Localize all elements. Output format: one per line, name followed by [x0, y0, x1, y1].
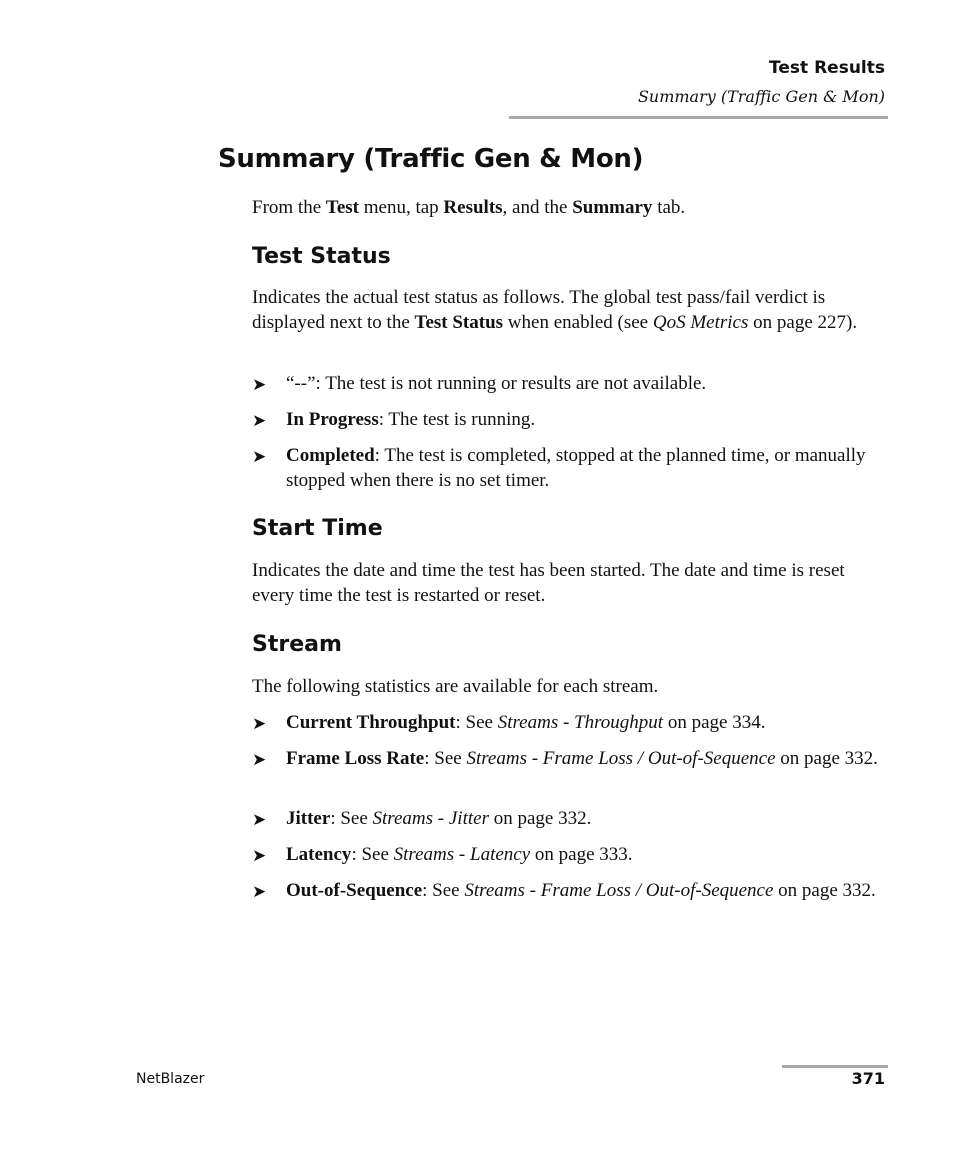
section-heading-stream: Stream: [252, 632, 342, 657]
bullet-text: on page 332.: [773, 880, 876, 901]
intro-bold-test: Test: [325, 197, 359, 218]
test-status-text-2: when enabled (see: [503, 312, 653, 333]
bullet-term: Jitter: [286, 808, 331, 829]
bullet-term: Completed: [286, 445, 375, 466]
arrow-bullet-icon: ➤: [252, 750, 267, 770]
page-title: Summary (Traffic Gen & Mon): [218, 144, 644, 174]
bullet-xref: Streams - Frame Loss / Out-of-Sequence: [466, 748, 776, 769]
intro-text-3: , and the: [502, 197, 573, 218]
stream-paragraph: The following statistics are available for each stream.: [252, 676, 659, 697]
footer-product-name: NetBlazer: [136, 1071, 205, 1087]
arrow-bullet-icon: ➤: [252, 714, 267, 734]
bullet-text: : See: [351, 844, 394, 865]
intro-paragraph: [252, 195, 884, 220]
bullet-term: Frame Loss Rate: [286, 748, 425, 769]
bullet-term: In Progress: [286, 409, 379, 430]
section-heading-start-time: Start Time: [252, 516, 383, 541]
bullet-xref: Streams - Throughput: [497, 712, 664, 733]
list-item: [252, 710, 884, 735]
arrow-bullet-icon: ➤: [252, 810, 267, 830]
list-item: [252, 806, 884, 831]
bullet-text: : See: [424, 748, 467, 769]
bullet-text: : See: [330, 808, 373, 829]
list-item: [252, 443, 884, 493]
test-status-text-3: on page 227).: [748, 312, 858, 333]
intro-bold-summary: Summary: [572, 197, 653, 218]
start-time-paragraph: Indicates the date and time the test has been started. The date and time is reset every time the test is restarted or reset.: [252, 560, 845, 606]
bullet-text: : See: [455, 712, 498, 733]
bullet-text: on page 333.: [530, 844, 633, 865]
bullet-term: Current Throughput: [286, 712, 456, 733]
intro-text-2: menu, tap: [358, 197, 444, 218]
running-header-title: Test Results: [769, 58, 885, 78]
bullet-text: on page 332.: [488, 808, 592, 829]
intro-text-1: From the: [252, 197, 326, 218]
arrow-bullet-icon: ➤: [252, 375, 267, 395]
bullet-text: : The test is running.: [378, 409, 536, 430]
bullet-term: Out-of-Sequence: [286, 880, 423, 901]
running-header-subtitle: Summary (Traffic Gen & Mon): [637, 87, 885, 106]
arrow-bullet-icon: ➤: [252, 447, 267, 467]
test-status-bold: Test Status: [414, 312, 504, 333]
bullet-xref: Streams - Jitter: [372, 808, 489, 829]
intro-text-4: tab.: [652, 197, 686, 218]
list-item: [252, 746, 884, 771]
bullet-xref: Streams - Latency: [393, 844, 531, 865]
footer-rule: [782, 1065, 888, 1068]
bullet-term: Latency: [286, 844, 352, 865]
test-status-text-1: Indicates the actual test status as follows. The global test pass/fail verdict is displayed next to the: [252, 287, 826, 333]
list-item: [252, 407, 884, 432]
header-rule: [509, 116, 888, 119]
bullet-text: on page 332.: [775, 748, 878, 769]
intro-bold-results: Results: [443, 197, 503, 218]
list-item: [252, 842, 884, 867]
list-item: [252, 878, 884, 903]
arrow-bullet-icon: ➤: [252, 882, 267, 902]
page-number: 371: [851, 1069, 885, 1088]
bullet-text: “--”: The test is not running or results are not available.: [286, 373, 707, 394]
section-heading-test-status: Test Status: [252, 244, 391, 269]
bullet-text: : The test is completed, stopped at the planned time, or manually stopped when there is no set timer.: [286, 445, 866, 491]
arrow-bullet-icon: ➤: [252, 846, 267, 866]
bullet-text: : See: [422, 880, 465, 901]
list-item: [252, 371, 884, 396]
bullet-text: on page 334.: [663, 712, 766, 733]
test-status-xref: QoS Metrics: [652, 312, 749, 333]
arrow-bullet-icon: ➤: [252, 411, 267, 431]
bullet-xref: Streams - Frame Loss / Out-of-Sequence: [464, 880, 774, 901]
test-status-paragraph: [252, 285, 884, 335]
